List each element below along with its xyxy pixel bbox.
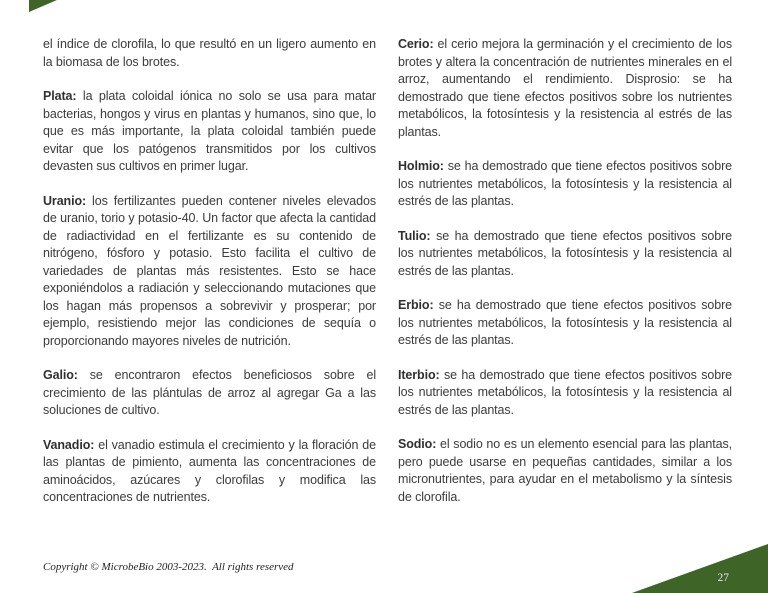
- element-term: Erbio:: [398, 298, 434, 312]
- paragraph-plata: [43, 88, 376, 176]
- paragraph-body: los fertilizantes pueden contener niveles elevados de uranio, torio y potasio-40. Un factor que afecta la cantidad de radiactividad en el fertilizante es su contenido de nitrógeno, fósforo y potasio. Esto facilita el cultivo de variedades de plantas más resistentes. Esto se hace exponiéndolos a radiación y seleccionando mutaciones que los hagan más propensos a sobrevivir y prosperar; por ejemplo, resistiendo mejor las condiciones de sequía o proporcionando mayores niveles de nutrición.: [43, 193, 376, 348]
- element-term: Vanadio:: [43, 437, 95, 452]
- element-term: Sodio:: [398, 437, 437, 451]
- paragraph-continuation: [43, 36, 376, 71]
- paragraph-body: el índice de clorofila, lo que resultó en un ligero aumento en la biomasa de los brotes.: [43, 37, 376, 69]
- top-left-corner-accent: [29, 0, 57, 12]
- paragraph-galio: [43, 367, 376, 420]
- paragraph-body: el sodio no es un elemento esencial para las plantas, pero puede usarse en pequeñas cantidades, similar a los micronutrientes, para ayudar en el metabolismo y la síntesis de clorofila.: [398, 437, 732, 504]
- element-term: Holmio:: [398, 159, 444, 173]
- paragraph-body: se ha demostrado que tiene efectos positivos sobre los nutrientes metabólicos, la fotosíntesis y la resistencia al estrés de las plantas.: [398, 298, 732, 347]
- right-text-column: [398, 36, 732, 523]
- paragraph-body: se ha demostrado que tiene efectos positivos sobre los nutrientes metabólicos, la fotosíntesis y la resistencia al estrés de las plantas.: [398, 228, 732, 278]
- element-term: Cerio:: [398, 37, 434, 51]
- paragraph-holmio: [398, 158, 732, 211]
- element-term: Iterbio:: [398, 367, 440, 382]
- paragraph-body: el cerio mejora la germinación y el crecimiento de los brotes y altera la concentración de nutrientes minerales en el arroz, aumentando el rendimiento. Disprosio: se ha demostrado que tiene efectos positivos sobre los nutrientes metabólicos, la fotosíntesis y la resistencia al estrés de las plantas.: [398, 37, 732, 139]
- paragraph-body: se ha demostrado que tiene efectos positivos sobre los nutrientes metabólicos, la fotosíntesis y la resistencia al estrés de las plantas.: [398, 367, 732, 417]
- element-term: Uranio:: [43, 193, 87, 208]
- paragraph-cerio: [398, 36, 732, 141]
- paragraph-body: la plata coloidal iónica no solo se usa para matar bacterias, hongos y virus en plantas y humanos, sino que, lo que es más importante, la plata coloidal también puede evitar que los patógenos transmitidos por los cultivos devasten sus cultivos en primer lugar.: [43, 89, 376, 173]
- paragraph-iterbio: [398, 367, 732, 420]
- element-term: Galio:: [43, 368, 78, 382]
- paragraph-tulio: [398, 228, 732, 281]
- paragraph-body: se encontraron efectos beneficiosos sobre el crecimiento de las plántulas de arroz al agregar Ga a las soluciones de cultivo.: [43, 368, 376, 417]
- paragraph-sodio: [398, 436, 732, 506]
- left-text-column: [43, 36, 376, 524]
- paragraph-body: se ha demostrado que tiene efectos positivos sobre los nutrientes metabólicos, la fotosíntesis y la resistencia al estrés de las plantas.: [398, 159, 732, 208]
- copyright-text: Copyright © MicrobeBio 2003-2023. All rights reserved: [43, 561, 294, 573]
- paragraph-uranio: [43, 193, 376, 351]
- paragraph-vanadio: [43, 437, 376, 507]
- element-term: Tulio:: [398, 228, 431, 243]
- paragraph-erbio: [398, 297, 732, 350]
- element-term: Plata:: [43, 89, 77, 103]
- bottom-right-corner-triangle: [632, 544, 768, 593]
- paragraph-body: el vanadio estimula el crecimiento y la floración de las plantas de pimiento, aumenta las concentraciones de aminoácidos, azúcares y clorofilas y modifica las concentraciones de nutrientes.: [43, 437, 376, 504]
- page-number: 27: [717, 572, 729, 584]
